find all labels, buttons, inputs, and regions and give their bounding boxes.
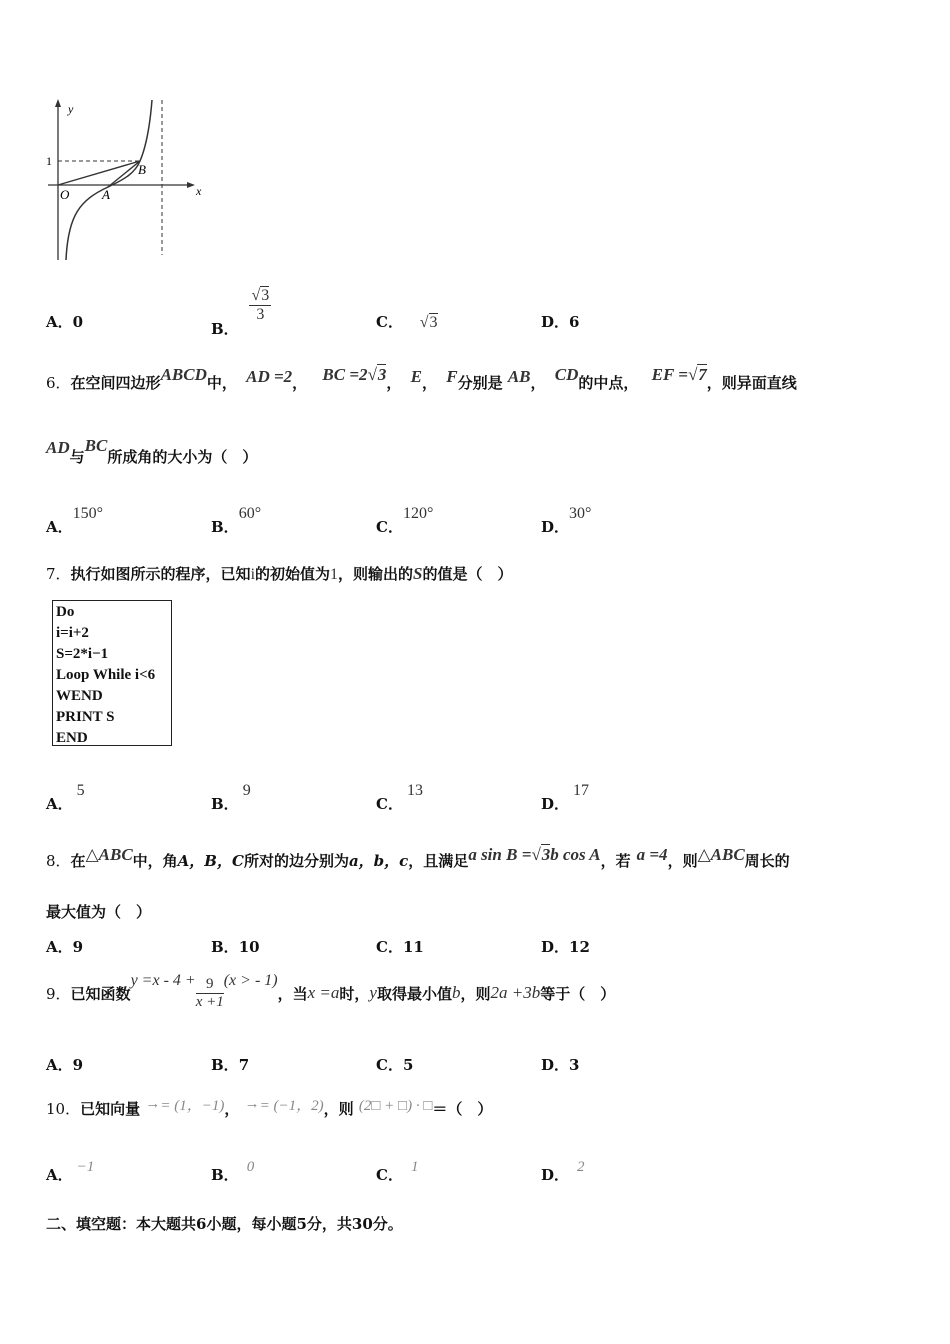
q7-stem: 7．执行如图所示的程序，已知i的初始值为1，则输出的S的值是（ ） xyxy=(46,564,513,583)
q9-option-a[interactable]: A．9 xyxy=(46,1056,84,1074)
q10-option-c[interactable]: C． 1 xyxy=(376,1159,419,1184)
q6-option-a[interactable]: A．150° xyxy=(46,505,104,536)
q9-option-b[interactable]: B．7 xyxy=(211,1056,250,1074)
x-axis-arrow xyxy=(187,182,195,188)
b-label: B xyxy=(138,162,146,177)
q5-option-a[interactable]: A．0 xyxy=(46,313,84,331)
q9-stem: 9． 已知函数 y =x - 4 + $\frac{9}{x +1}$ (x > - 1) ，当 x =a 时， y 取得最小值 b ，则 2a +3b 等于（ ） xyxy=(46,972,616,1010)
segment-ab xyxy=(108,161,140,187)
q8-option-b[interactable]: B．10 xyxy=(211,938,260,956)
q6-option-c[interactable]: C．120° xyxy=(376,505,434,536)
q9-option-d[interactable]: D．3 xyxy=(541,1056,580,1074)
q8-option-a[interactable]: A．9 xyxy=(46,938,84,956)
q5-option-d[interactable]: D．6 xyxy=(541,313,580,331)
q10-option-b[interactable]: B． 0 xyxy=(211,1159,255,1184)
q6-option-d[interactable]: D．30° xyxy=(541,505,592,536)
q6-line1: 6．在空间四边形ABCD中， AD =2， BC =2√3， E， F分别是 AB， CD的中点， EF =√7，则异面直线 xyxy=(46,365,797,392)
q6-option-b[interactable]: B．60° xyxy=(211,505,262,536)
segment-ob xyxy=(58,161,140,185)
q8-line1: 8．在△ABC中，角A，B，C所对的边分别为a，b，c，且满足a sin B =√3b cos A，若 a =4，则△ABC周长的 xyxy=(46,845,790,870)
q10-option-a[interactable]: A． −1 xyxy=(46,1159,95,1184)
origin-label: O xyxy=(60,187,70,202)
y-axis-arrow xyxy=(55,99,61,107)
q7-option-c[interactable]: C．13 xyxy=(376,782,423,813)
q5-b-fraction: $\frac{√3}{3}$ xyxy=(251,287,270,323)
q6-line2: AD与BC所成角的大小为（ ） xyxy=(46,436,258,466)
a-label: A xyxy=(102,187,110,202)
q9-option-c[interactable]: C．5 xyxy=(376,1056,414,1074)
q5-option-c[interactable]: C． √3 xyxy=(376,313,438,331)
q7-option-b[interactable]: B．9 xyxy=(211,782,251,813)
q10-option-d[interactable]: D． 2 xyxy=(541,1159,585,1184)
curve xyxy=(66,100,152,260)
q8-option-c[interactable]: C．11 xyxy=(376,938,424,956)
q5-option-b[interactable]: B． $\frac{√3}{3}$ xyxy=(211,287,270,338)
q7-program-code: Do i=i+2 S=2*i−1 Loop While i<6 WEND PRINT S END xyxy=(52,600,172,746)
x-label: x xyxy=(196,184,202,198)
section-2-heading: 二、填空题：本大题共6小题，每小题5分，共30分。 xyxy=(46,1215,403,1233)
q7-option-a[interactable]: A．5 xyxy=(46,782,85,813)
function-graph xyxy=(40,95,210,265)
q7-option-d[interactable]: D．17 xyxy=(541,782,590,813)
q10-stem: 10．已知向量 →= (1，−1)， →= (−1，2)，则 (2□ + □) · □＝（ ） xyxy=(46,1096,493,1118)
one-label: 1 xyxy=(46,154,52,168)
q8-line2: 最大值为（ ） xyxy=(46,903,152,921)
y-label: y xyxy=(68,102,74,116)
q9-fraction: $\frac{9}{x +1}$ xyxy=(195,975,224,1010)
q8-option-d[interactable]: D．12 xyxy=(541,938,590,956)
